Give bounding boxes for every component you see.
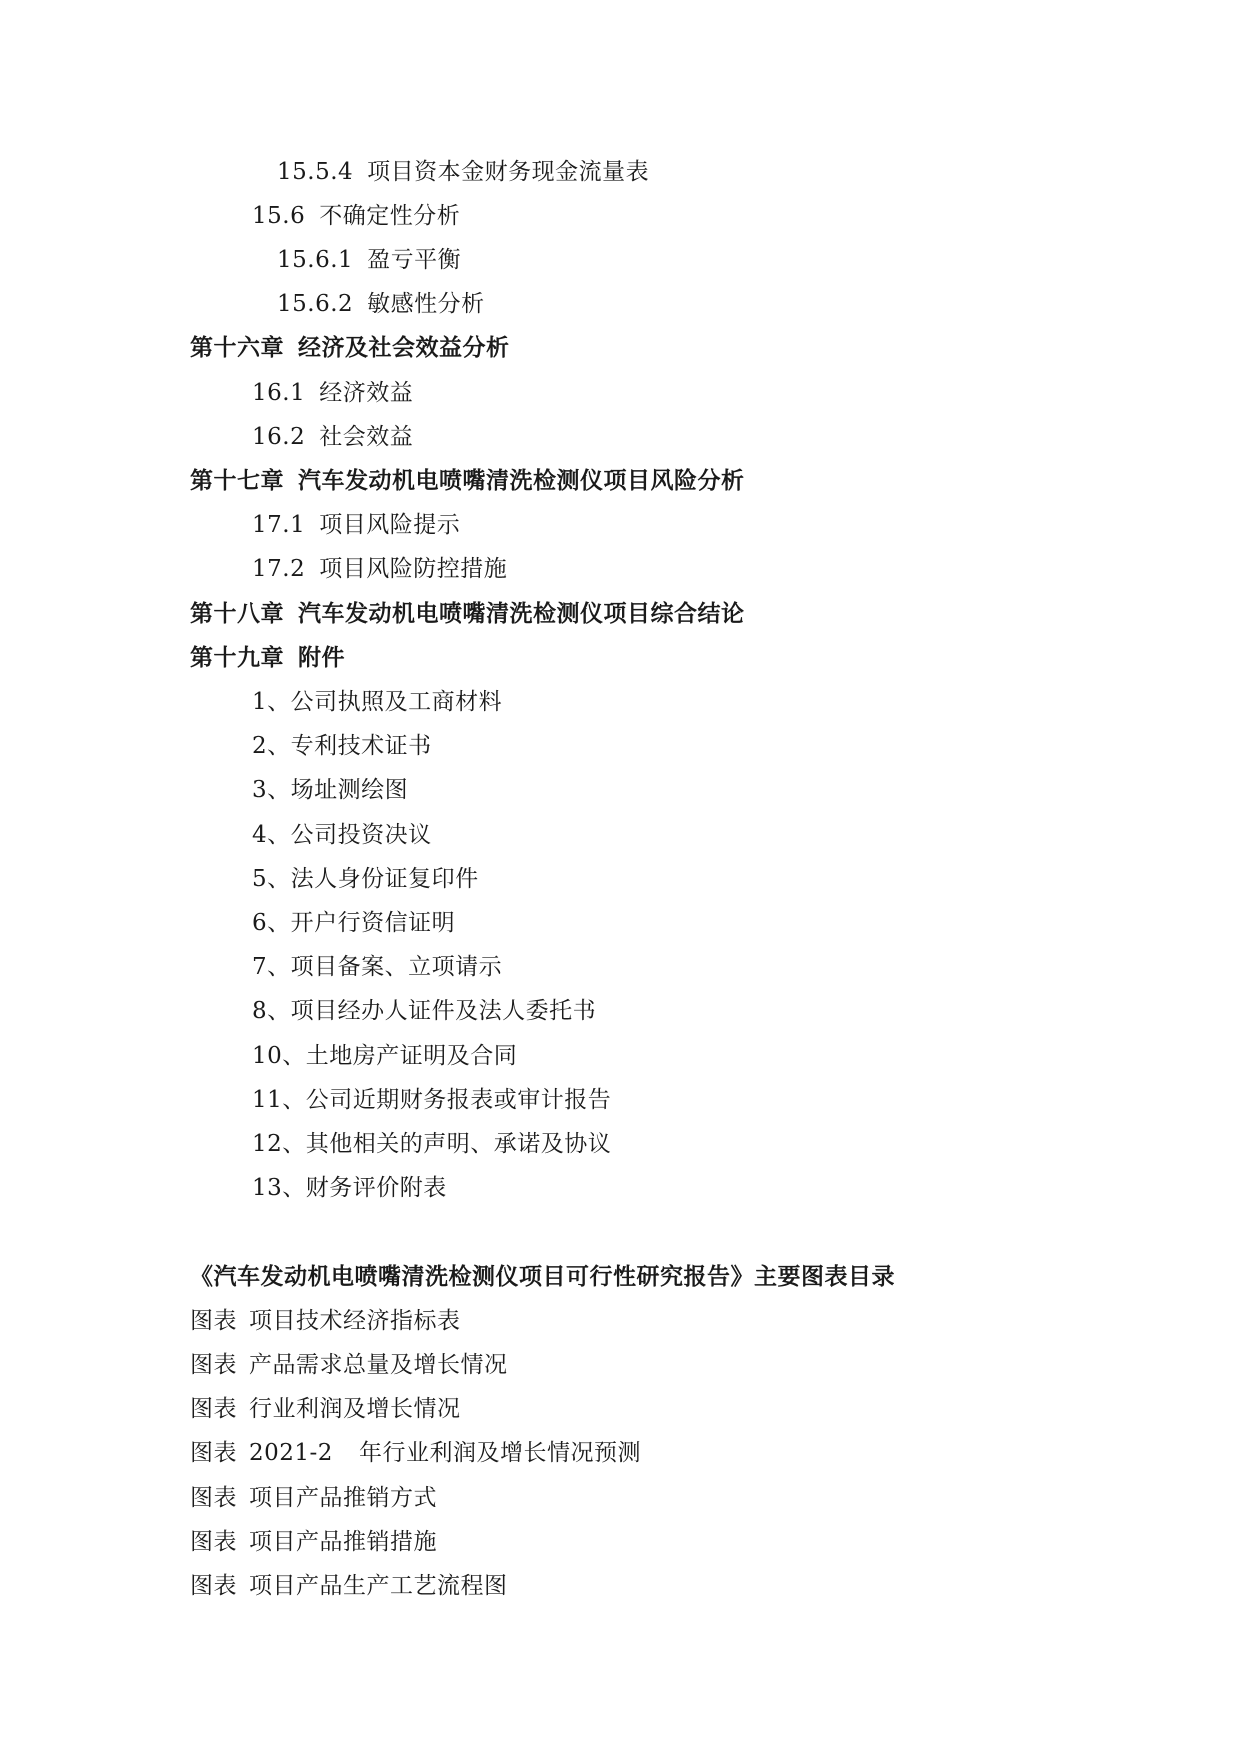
figure-entry[interactable]	[190, 1350, 508, 1380]
figure-title: 行业利润及增长情况	[249, 1396, 461, 1422]
chapter-title: 经济及社会效益分析	[298, 334, 510, 361]
appendix-item[interactable]: 8、项目经办人证件及法人委托书	[252, 998, 597, 1024]
toc-number: 16.1	[252, 380, 306, 406]
figure-prefix: 图表	[190, 1352, 237, 1378]
toc-entry-15-6-1[interactable]	[277, 245, 461, 275]
toc-title: 项目风险提示	[319, 512, 461, 538]
figures-heading: 《汽车发动机电喷嘴清洗检测仪项目可行性研究报告》主要图表目录	[190, 1263, 895, 1290]
chapter-title: 汽车发动机电喷嘴清洗检测仪项目综合结论	[298, 600, 745, 627]
figure-title: 产品需求总量及增长情况	[249, 1352, 508, 1378]
appendix-item[interactable]: 1、公司执照及工商材料	[252, 689, 503, 715]
figure-entry[interactable]	[190, 1483, 437, 1513]
chapter-title: 附件	[298, 644, 345, 671]
toc-entry-15-6[interactable]	[252, 201, 460, 231]
toc-title: 盈亏平衡	[367, 247, 462, 273]
figure-prefix: 图表	[190, 1396, 237, 1422]
toc-number: 17.2	[252, 556, 306, 582]
figure-year: 2021-2	[249, 1440, 333, 1466]
toc-title: 敏感性分析	[367, 291, 485, 317]
figure-prefix: 图表	[190, 1485, 237, 1511]
toc-title: 不确定性分析	[319, 203, 461, 229]
appendix-item[interactable]: 10、土地房产证明及合同	[252, 1043, 518, 1069]
appendix-item[interactable]: 11、公司近期财务报表或审计报告	[252, 1087, 612, 1113]
toc-entry-16-2[interactable]	[252, 422, 413, 452]
toc-chapter-16[interactable]	[190, 333, 510, 363]
figure-prefix: 图表	[190, 1440, 237, 1466]
figure-entry[interactable]	[190, 1306, 461, 1336]
chapter-number: 第十六章	[190, 334, 284, 361]
appendix-item[interactable]: 4、公司投资决议	[252, 822, 432, 848]
chapter-title: 汽车发动机电喷嘴清洗检测仪项目风险分析	[298, 467, 745, 494]
chapter-number: 第十七章	[190, 467, 284, 494]
appendix-item[interactable]: 3、场址测绘图	[252, 777, 409, 803]
toc-number: 15.5.4	[277, 159, 354, 185]
chapter-number: 第十九章	[190, 644, 284, 671]
figure-prefix: 图表	[190, 1573, 237, 1599]
toc-chapter-19[interactable]	[190, 643, 345, 673]
figure-prefix: 图表	[190, 1529, 237, 1555]
appendix-item[interactable]: 12、其他相关的声明、承诺及协议	[252, 1131, 612, 1157]
toc-title: 社会效益	[319, 424, 414, 450]
figure-title: 年行业利润及增长情况预测	[358, 1440, 641, 1466]
toc-title: 项目资本金财务现金流量表	[367, 159, 650, 185]
figure-title: 项目产品推销措施	[249, 1529, 437, 1555]
toc-entry-17-1[interactable]	[252, 510, 460, 540]
appendix-item[interactable]: 6、开户行资信证明	[252, 910, 456, 936]
chapter-number: 第十八章	[190, 600, 284, 627]
toc-chapter-17[interactable]	[190, 466, 745, 496]
toc-title: 项目风险防控措施	[319, 556, 508, 582]
appendix-item[interactable]: 5、法人身份证复印件	[252, 866, 479, 892]
toc-number: 15.6.1	[277, 247, 354, 273]
figure-entry[interactable]	[190, 1527, 437, 1557]
toc-entry-16-1[interactable]	[252, 378, 413, 408]
toc-entry-15-6-2[interactable]	[277, 289, 485, 319]
toc-number: 15.6.2	[277, 291, 354, 317]
toc-entry-15-5-4[interactable]	[277, 157, 649, 187]
figure-title: 项目产品生产工艺流程图	[249, 1573, 508, 1599]
appendix-item[interactable]: 13、财务评价附表	[252, 1175, 447, 1201]
toc-chapter-18[interactable]	[190, 599, 745, 629]
figure-entry[interactable]	[190, 1571, 508, 1601]
figure-title: 项目技术经济指标表	[249, 1308, 461, 1334]
appendix-item[interactable]: 2、专利技术证书	[252, 733, 432, 759]
toc-entry-17-2[interactable]	[252, 554, 507, 584]
figure-entry[interactable]	[190, 1394, 461, 1424]
appendix-item[interactable]: 7、项目备案、立项请示	[252, 954, 503, 980]
figure-title: 项目产品推销方式	[249, 1485, 437, 1511]
figure-prefix: 图表	[190, 1308, 237, 1334]
toc-number: 17.1	[252, 512, 306, 538]
toc-title: 经济效益	[319, 380, 414, 406]
toc-number: 15.6	[252, 203, 306, 229]
figure-entry[interactable]	[190, 1438, 641, 1468]
toc-number: 16.2	[252, 424, 306, 450]
